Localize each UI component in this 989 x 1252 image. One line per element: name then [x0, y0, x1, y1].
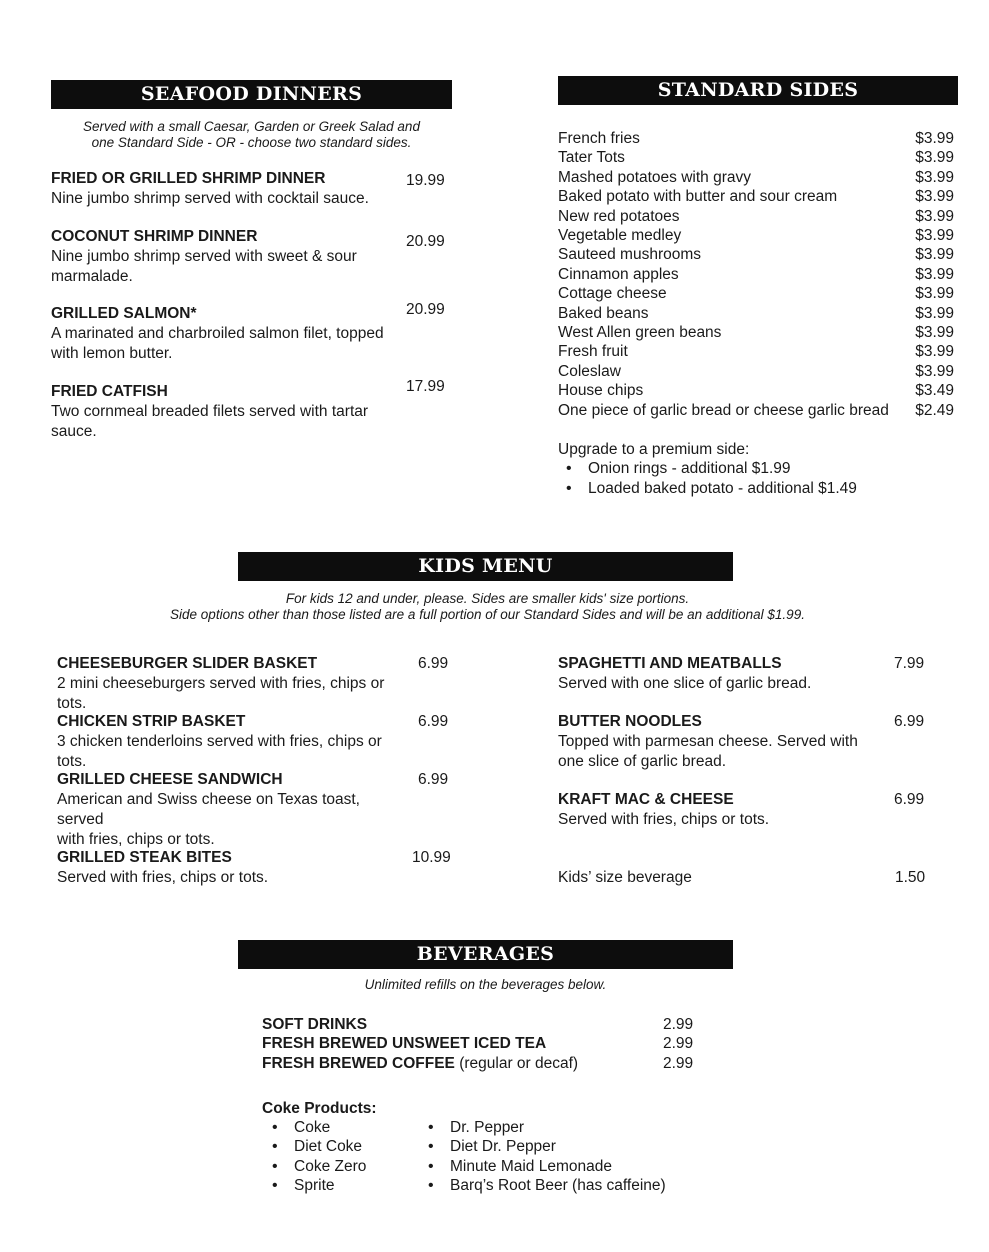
item-desc: one slice of garlic bread.	[558, 753, 727, 770]
item-name: GRILLED STEAK BITES	[57, 849, 232, 866]
item-name: FRIED OR GRILLED SHRIMP DINNER	[51, 170, 326, 187]
seafood-note-line1: Served with a small Caesar, Garden or Greek Salad and	[83, 119, 420, 134]
side-row	[558, 284, 954, 303]
item-desc: sauce.	[51, 423, 97, 440]
side-price: $3.99	[915, 362, 954, 380]
side-price: $3.99	[915, 304, 954, 322]
coke-product-item: • Minute Maid Lemonade	[420, 1157, 700, 1176]
seafood-item	[51, 382, 391, 442]
kids-item	[57, 712, 402, 772]
side-row	[558, 381, 954, 400]
side-row	[558, 362, 954, 381]
side-name: Cinnamon apples	[558, 265, 679, 283]
item-name: KRAFT MAC & CHEESE	[558, 791, 734, 808]
item-price: 6.99	[894, 791, 925, 808]
item-name: GRILLED CHEESE SANDWICH	[57, 771, 283, 788]
item-desc: A marinated and charbroiled salmon filet, topped	[51, 325, 384, 342]
side-name: French fries	[558, 130, 640, 147]
item-name: FRIED CATFISH	[51, 383, 168, 400]
coke-product-item: • Diet Dr. Pepper	[420, 1137, 700, 1156]
item-name: CHICKEN STRIP BASKET	[57, 713, 246, 730]
side-price: $3.99	[915, 343, 954, 361]
side-name: New red potatoes	[558, 207, 680, 225]
side-price: $3.99	[915, 246, 954, 264]
upgrade-list	[558, 459, 958, 498]
beverage-price: 2.99	[663, 1016, 694, 1033]
item-desc: marmalade.	[51, 268, 133, 285]
beverage-suffix: (regular or decaf)	[454, 1054, 579, 1072]
side-name: Fresh fruit	[558, 343, 628, 361]
beverage-name: FRESH BREWED UNSWEET ICED TEA	[262, 1035, 547, 1053]
kids-note-line1: For kids 12 and under, please. Sides are smaller kids' size portions.	[285, 591, 690, 606]
side-row	[558, 129, 954, 148]
side-row	[558, 304, 954, 323]
item-price: 10.99	[412, 849, 451, 866]
beverage-name: FRESH BREWED COFFEE	[262, 1054, 455, 1072]
side-name: Sauteed mushrooms	[558, 246, 702, 264]
side-name: Cottage cheese	[558, 285, 667, 303]
side-name: Tater Tots	[558, 149, 625, 167]
upgrade-item: • Loaded baked potato - additional $1.49	[558, 479, 958, 498]
kids-beverage-label: Kids’ size beverage	[558, 869, 692, 886]
kids-header: KIDS MENU	[238, 552, 733, 581]
coke-product-item: • Sprite	[264, 1176, 414, 1195]
item-name: COCONUT SHRIMP DINNER	[51, 228, 258, 245]
seafood-header: SEAFOOD DINNERS	[51, 80, 452, 109]
kids-item	[558, 790, 878, 830]
item-desc: 2 mini cheeseburgers served with fries, chips or tots.	[57, 675, 385, 712]
beverages-note: Unlimited refills on the beverages below.	[364, 977, 607, 992]
item-desc: Two cornmeal breaded filets served with tartar	[51, 403, 369, 420]
side-name: Baked potato with butter and sour cream	[558, 188, 838, 206]
beverage-row	[262, 1034, 692, 1053]
item-name: CHEESEBURGER SLIDER BASKET	[57, 655, 318, 672]
kids-note	[100, 591, 875, 623]
kids-item	[558, 654, 878, 694]
side-row	[558, 245, 954, 264]
coke-product-item: • Coke Zero	[264, 1157, 414, 1176]
side-row	[558, 148, 954, 167]
beverages-header: BEVERAGES	[238, 940, 733, 969]
coke-product-item: • Coke	[264, 1118, 414, 1137]
kids-note-line2: Side options other than those listed are a full portion of our Standard Sides and will be an additional $1.99.	[170, 607, 805, 622]
kids-item	[57, 770, 402, 850]
beverage-price: 2.99	[663, 1035, 694, 1053]
coke-list-right	[420, 1118, 700, 1196]
side-price: $3.99	[915, 130, 954, 147]
side-price: $3.99	[915, 265, 954, 283]
item-price: 6.99	[418, 713, 449, 730]
side-price: $3.99	[915, 188, 954, 206]
item-price: 17.99	[406, 378, 445, 395]
beverage-row	[262, 1015, 692, 1034]
side-name: House chips	[558, 382, 644, 400]
side-price: $3.99	[915, 227, 954, 244]
item-name: SPAGHETTI AND MEATBALLS	[558, 655, 782, 672]
beverage-name: SOFT DRINKS	[262, 1016, 368, 1033]
kids-item	[57, 848, 402, 888]
side-price: $3.99	[915, 207, 954, 225]
side-row	[558, 401, 954, 420]
side-name: Coleslaw	[558, 362, 621, 380]
item-desc: with lemon butter.	[51, 345, 173, 362]
kids-item	[57, 654, 402, 714]
item-price: 20.99	[406, 233, 445, 250]
side-row	[558, 342, 954, 361]
item-price: 19.99	[406, 172, 445, 189]
item-desc: Nine jumbo shrimp served with cocktail sauce.	[51, 190, 369, 207]
side-price: $2.49	[915, 401, 954, 419]
item-desc: Nine jumbo shrimp served with sweet & sour	[51, 248, 357, 265]
item-desc: with fries, chips or tots.	[57, 831, 215, 848]
item-desc: Topped with parmesan cheese. Served with	[558, 733, 858, 750]
side-row	[558, 187, 954, 206]
beverage-row	[262, 1054, 692, 1073]
coke-products-label: Coke Products:	[262, 1100, 377, 1117]
side-price: $3.99	[915, 324, 954, 341]
side-name: West Allen green beans	[558, 324, 722, 341]
item-desc: Served with one slice of garlic bread.	[558, 675, 812, 692]
side-row	[558, 168, 954, 187]
side-row	[558, 265, 954, 284]
item-name: BUTTER NOODLES	[558, 713, 702, 730]
side-name: Baked beans	[558, 304, 649, 322]
item-name: GRILLED SALMON*	[51, 305, 197, 322]
side-row	[558, 226, 954, 245]
item-price: 20.99	[406, 301, 445, 318]
side-price: $3.99	[915, 168, 954, 186]
coke-product-item: • Barq’s Root Beer (has caffeine)	[420, 1176, 700, 1195]
upgrade-label: Upgrade to a premium side:	[558, 441, 750, 458]
kids-item	[558, 712, 878, 772]
kids-beverage-price: 1.50	[895, 869, 926, 886]
item-desc: American and Swiss cheese on Texas toast, served	[57, 791, 360, 828]
seafood-item	[51, 227, 391, 287]
coke-product-item: • Dr. Pepper	[420, 1118, 700, 1137]
item-desc: Served with fries, chips or tots.	[558, 811, 770, 828]
side-price: $3.99	[915, 149, 954, 167]
coke-list-left	[264, 1118, 414, 1196]
side-name: Mashed potatoes with gravy	[558, 168, 751, 186]
item-desc: 3 chicken tenderloins served with fries, chips or tots.	[57, 733, 382, 770]
coke-product-item: • Diet Coke	[264, 1137, 414, 1156]
side-row	[558, 207, 954, 226]
side-name: One piece of garlic bread or cheese garlic bread	[558, 401, 889, 419]
item-price: 6.99	[894, 713, 925, 730]
upgrade-item: • Onion rings - additional $1.99	[558, 459, 958, 478]
seafood-item	[51, 169, 391, 209]
seafood-item	[51, 304, 391, 364]
seafood-note	[51, 119, 452, 151]
item-desc: Served with fries, chips or tots.	[57, 869, 269, 886]
beverage-price: 2.99	[663, 1054, 694, 1072]
upgrade-block	[558, 440, 958, 498]
side-row	[558, 323, 954, 342]
item-price: 6.99	[418, 771, 449, 788]
side-price: $3.99	[915, 285, 954, 303]
sides-header: STANDARD SIDES	[558, 76, 958, 105]
seafood-note-line2: one Standard Side - OR - choose two standard sides.	[91, 135, 412, 150]
side-price: $3.49	[915, 382, 954, 400]
item-price: 6.99	[418, 655, 449, 672]
item-price: 7.99	[894, 655, 925, 672]
side-name: Vegetable medley	[558, 227, 682, 244]
